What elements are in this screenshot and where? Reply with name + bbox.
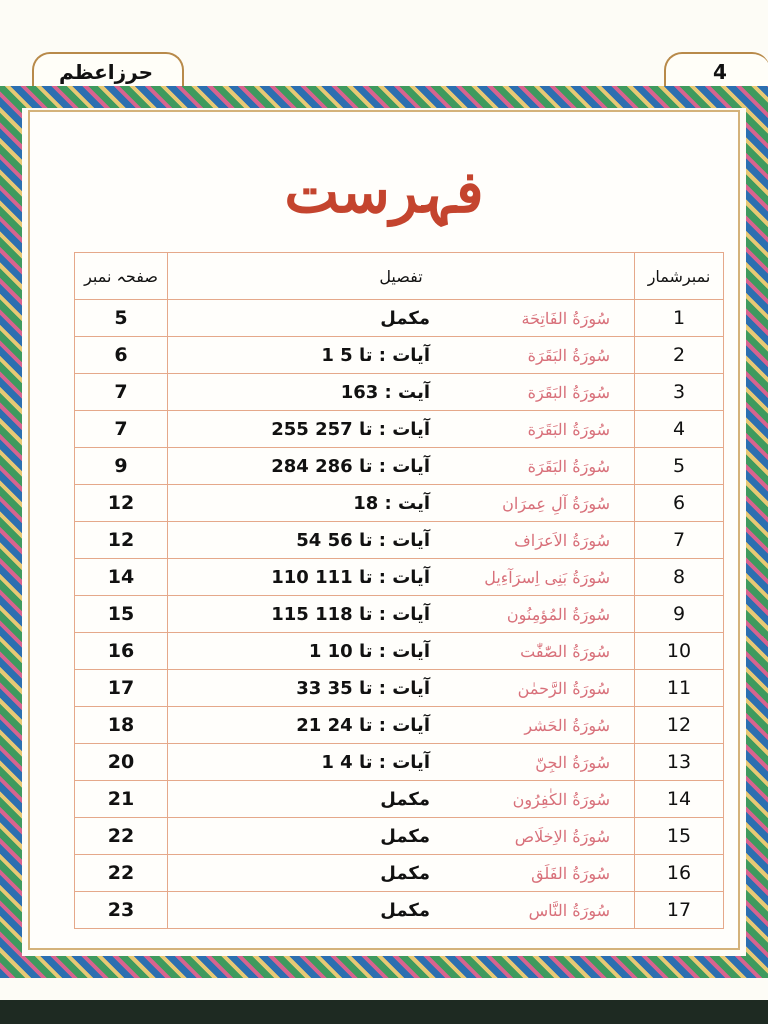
table-row [75,670,724,707]
table-row [75,522,724,559]
surah-name: سُورَةُ الاَعرَاف [514,530,610,550]
ayat-label: آیات : [378,529,430,551]
page-number: 4 [713,60,727,84]
header-detail: تفصیل [168,253,635,300]
table-row [75,744,724,781]
ayat-range: 1 تا 5 [321,344,373,366]
page-cell: 7 [75,374,168,411]
contents-table [74,252,724,929]
detail-cell [168,300,635,337]
ayat-range: 54 تا 56 [296,529,373,551]
serial-cell: 1 [635,300,724,337]
page-cell: 22 [75,855,168,892]
ayat-label: آیات : [378,344,430,366]
ayat-label: آیات : [378,714,430,736]
table-row [75,448,724,485]
page-title: فہرست [284,158,484,226]
ayat-detail [168,900,440,921]
ayat-range: 115 تا 118 [271,603,373,625]
page-cell: 7 [75,411,168,448]
ayat-label: آیات : [378,566,430,588]
detail-cell [168,559,635,596]
ayat-range: 18 [353,492,379,514]
table-row [75,818,724,855]
serial-cell: 6 [635,485,724,522]
serial-cell: 12 [635,707,724,744]
table-row [75,411,724,448]
ayat-label: آیات : [378,640,430,662]
table-row [75,892,724,929]
book-title: حرزاعظم [58,60,154,84]
table-body [75,300,724,929]
page-cell: 9 [75,448,168,485]
ayat-label: آیات : [378,603,430,625]
serial-cell: 13 [635,744,724,781]
page-cell: 14 [75,559,168,596]
ayat-label: آیت : [384,492,430,514]
surah-name: سُورَةُ المُؤمِنُون [506,604,610,624]
surah-name: سُورَةُ الفَاتِحَة [521,308,610,328]
detail-cell [168,855,635,892]
ayat-detail [168,752,440,773]
header-page: صفحہ نمبر [75,253,168,300]
ayat-detail [168,863,440,884]
detail-cell [168,707,635,744]
surah-name: سُورَةُ البَقَرَة [527,345,610,365]
surah-name: سُورَةُ النَّاس [528,900,610,920]
ayat-label: مکمل [380,899,430,921]
ayat-detail [168,419,440,440]
serial-cell: 8 [635,559,724,596]
page-cell: 20 [75,744,168,781]
detail-cell [168,818,635,855]
ayat-detail [168,308,440,329]
bottom-edge [0,1000,768,1024]
table-row [75,781,724,818]
page-cell: 22 [75,818,168,855]
detail-cell [168,596,635,633]
serial-cell: 3 [635,374,724,411]
ayat-detail [168,715,440,736]
ayat-range: 33 تا 35 [296,677,373,699]
serial-cell: 14 [635,781,724,818]
detail-cell [168,411,635,448]
serial-cell: 17 [635,892,724,929]
ayat-range: 21 تا 24 [296,714,373,736]
ayat-detail [168,567,440,588]
serial-cell: 2 [635,337,724,374]
ayat-label: آیات : [378,751,430,773]
surah-name: سُورَةُ الاِخلَاص [514,826,610,846]
ayat-label: مکمل [380,307,430,329]
surah-name: سُورَةُ بَنِی اِسرَآءِیل [484,567,610,587]
page-cell: 15 [75,596,168,633]
serial-cell: 5 [635,448,724,485]
ayat-detail [168,345,440,366]
ayat-range: 284 تا 286 [271,455,373,477]
table-row [75,485,724,522]
ayat-detail [168,789,440,810]
header-serial: نمبرشمار [635,253,724,300]
detail-cell [168,633,635,670]
ayat-label: مکمل [380,862,430,884]
detail-cell [168,448,635,485]
ayat-label: آیات : [378,677,430,699]
surah-name: سُورَةُ البَقَرَة [527,419,610,439]
table-row [75,337,724,374]
detail-cell [168,892,635,929]
detail-cell [168,374,635,411]
detail-cell [168,670,635,707]
ayat-detail [168,530,440,551]
serial-cell: 16 [635,855,724,892]
detail-cell [168,337,635,374]
page-cell: 6 [75,337,168,374]
serial-cell: 10 [635,633,724,670]
surah-name: سُورَةُ الفَلَق [531,863,610,883]
surah-name: سُورَةُ الرَّحمٰن [517,678,610,698]
serial-cell: 9 [635,596,724,633]
ayat-detail [168,456,440,477]
ayat-range: 1 تا 4 [321,751,373,773]
ayat-range: 1 تا 10 [308,640,373,662]
page-cell: 12 [75,485,168,522]
ayat-detail [168,678,440,699]
ayat-detail [168,493,440,514]
serial-cell: 7 [635,522,724,559]
serial-cell: 4 [635,411,724,448]
ayat-label: آیت : [384,381,430,403]
surah-name: سُورَةُ الکٰفِرُون [512,789,610,809]
table-row [75,707,724,744]
page-cell: 12 [75,522,168,559]
ayat-label: مکمل [380,788,430,810]
table-header-row [75,253,724,300]
ayat-label: آیات : [378,455,430,477]
page-cell: 18 [75,707,168,744]
table-row [75,559,724,596]
table-row [75,374,724,411]
detail-cell [168,744,635,781]
surah-name: سُورَةُ البَقَرَة [527,382,610,402]
detail-cell [168,781,635,818]
page-cell: 17 [75,670,168,707]
table-row [75,300,724,337]
surah-name: سُورَةُ الصّٰفّٰت [520,641,610,661]
ayat-range: 110 تا 111 [271,566,373,588]
surah-name: سُورَةُ آلِ عِمرَان [502,493,610,513]
surah-name: سُورَةُ الجِنّ [535,752,610,772]
ayat-detail [168,604,440,625]
detail-cell [168,485,635,522]
surah-name: سُورَةُ الحَشر [524,715,610,735]
ayat-range: 163 [340,381,379,403]
table-row [75,633,724,670]
surah-name: سُورَةُ البَقَرَة [527,456,610,476]
serial-cell: 15 [635,818,724,855]
page-cell: 16 [75,633,168,670]
table-row [75,596,724,633]
ayat-range: 255 تا 257 [271,418,373,440]
page-cell: 5 [75,300,168,337]
detail-cell [168,522,635,559]
page-cell: 23 [75,892,168,929]
ayat-detail [168,382,440,403]
ayat-label: مکمل [380,825,430,847]
serial-cell: 11 [635,670,724,707]
table-row [75,855,724,892]
ayat-detail [168,826,440,847]
ayat-label: آیات : [378,418,430,440]
ayat-detail [168,641,440,662]
page-cell: 21 [75,781,168,818]
